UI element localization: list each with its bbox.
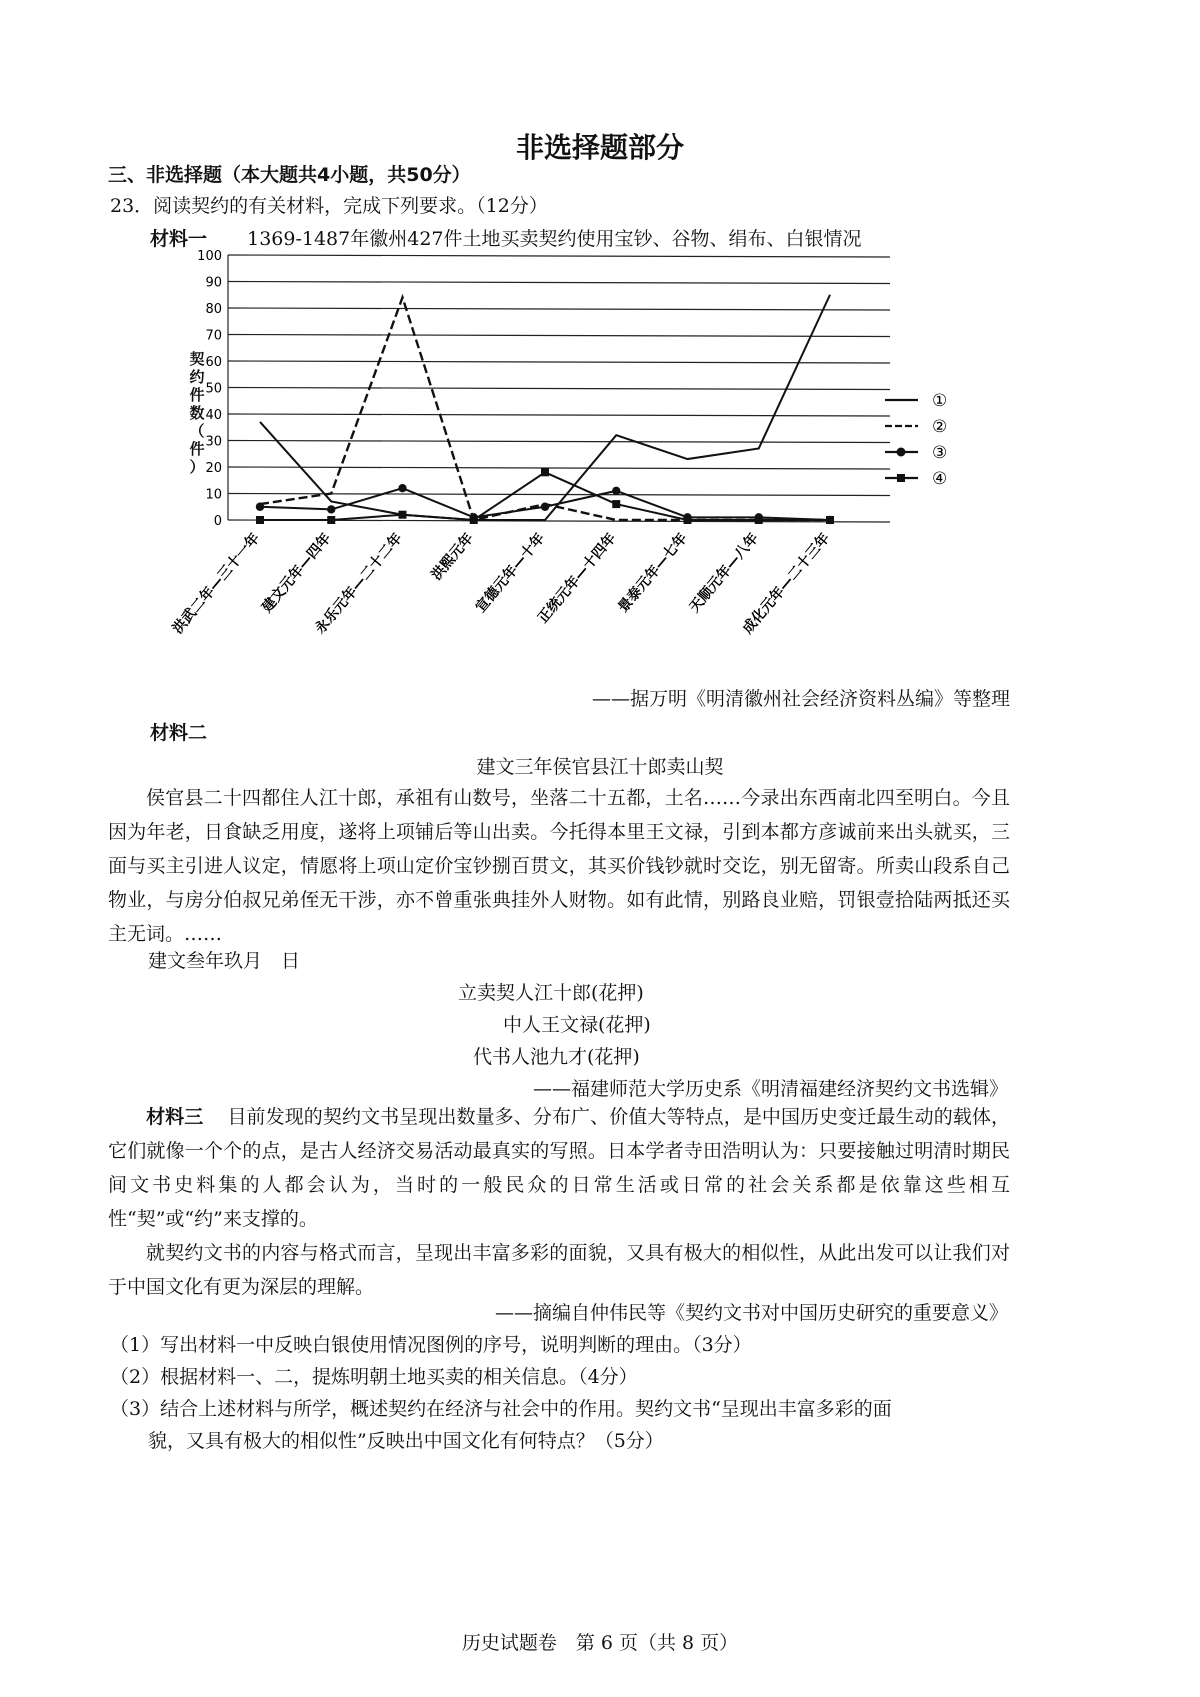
line-chart <box>169 240 980 670</box>
series-line-1 <box>260 295 830 520</box>
y-tick-label: 70 <box>205 328 222 344</box>
material2-source: ——福建师范大学历史系《明清福建经济契约文书选辑》 <box>532 1078 1008 1100</box>
subquestion-1: （1）写出材料一中反映白银使用情况图例的序号，说明判断的理由。（3分） <box>110 1334 752 1356</box>
material3-paragraph2: 就契约文书的内容与格式而言，呈现出丰富多彩的面貌，又具有极大的相似性，从此出发可以让我们对于中国文化有更为深层的理解。 <box>108 1242 1010 1298</box>
gridline <box>228 467 890 469</box>
data-point <box>612 487 620 495</box>
middleman-signature: 中人王文禄(花押) <box>503 1014 651 1036</box>
series-line-2 <box>260 297 830 520</box>
data-point <box>826 516 834 524</box>
y-axis-label: 契 约 件 数 （ 件 ） <box>189 350 205 476</box>
scribe-signature: 代书人池九才(花押) <box>473 1046 640 1068</box>
contract-body: 侯官县二十四都住人江十郎，承祖有山数号，坐落二十五都，土名……今录出东西南北四至明白。今且因为年老，日食缺乏用度，遂将上项铺后等山出卖。今托得本里王文禄，引到本都方彦诚前来出头就买，三面与买主引进人议定，情愿将上项山定价宝钞捌百贯文，其买价钱钞就时交讫，别无留寄。所卖山段系自己物业，与房分伯叔兄弟侄无干涉，亦不曾重张典挂外人财物。如有此情，别路良业赔，罚银壹拾陆两抵还买主无词。…… <box>108 787 1010 945</box>
series-line-4 <box>260 472 830 520</box>
section-heading: 三、非选择题（本大题共4小题，共50分） <box>108 164 471 186</box>
question-23: 23．阅读契约的有关材料，完成下列要求。（12分） <box>110 195 548 217</box>
material2-label: 材料二 <box>150 722 208 744</box>
gridline <box>228 255 890 257</box>
contract-title: 建文三年侯官县江十郎卖山契 <box>476 756 724 778</box>
x-tick-label: 景泰元年—七年 <box>615 530 691 616</box>
gridline <box>228 282 890 284</box>
material3-label: 材料三 <box>146 1106 204 1128</box>
material1-source: ——据万明《明清徽州社会经济资料丛编》等整理 <box>591 688 1010 710</box>
legend-marker <box>897 474 905 482</box>
material1-label: 材料一 <box>150 228 208 250</box>
data-point <box>755 516 763 524</box>
x-tick-label: 洪武二年—三十一年 <box>169 530 264 638</box>
data-point <box>541 503 549 511</box>
y-tick-label: 10 <box>205 487 222 503</box>
gridline <box>228 388 890 390</box>
x-tick-label: 永乐元年—二十二年 <box>312 530 406 638</box>
y-tick-label: 20 <box>205 461 222 476</box>
subquestion-3b: 貌，又具有极大的相似性”反映出中国文化有何特点？（5分） <box>148 1430 664 1452</box>
data-point <box>327 505 335 513</box>
subquestion-3a: （3）结合上述材料与所学，概述契约在经济与社会中的作用。契约文书“呈现出丰富多彩的面 <box>110 1398 892 1420</box>
chart-container <box>169 240 980 670</box>
gridline <box>228 335 890 337</box>
y-tick-label: 0 <box>213 514 222 529</box>
y-tick-label: 30 <box>205 434 222 450</box>
data-point <box>256 516 264 524</box>
y-tick-label: 100 <box>197 249 222 264</box>
x-tick-label: 建文元年—四年 <box>259 530 335 616</box>
gridline <box>228 441 890 443</box>
y-tick-label: 90 <box>205 275 222 291</box>
material3-text1: 目前发现的契约文书呈现出数量多、分布广、价值大等特点，是中国历史变迁最生动的载体，它们就像一个个的点，是古人经济交易活动最真实的写照。日本学者寺田浩明认为：只要接触过明清时期民间文书史料集的人都会认为，当时的一般民众的日常生活或日常的社会关系都是依靠这些相互性“契”或“约”来支撑的。 <box>108 1106 1010 1230</box>
x-tick-label: 洪熙元年 <box>428 530 477 584</box>
y-tick-label: 80 <box>205 302 222 317</box>
y-tick-label: 50 <box>205 381 222 397</box>
gridline <box>228 308 890 310</box>
data-point <box>327 516 335 524</box>
seller-signature: 立卖契人江十郎(花押) <box>458 982 644 1004</box>
x-tick-label: 天顺元年—八年 <box>686 530 762 616</box>
material3-source: ——摘编自仲伟民等《契约文书对中国历史研究的重要意义》 <box>494 1302 1008 1324</box>
subquestion-2: （2）根据材料一、二，提炼明朝土地买卖的相关信息。（4分） <box>110 1366 638 1388</box>
data-point <box>541 468 549 476</box>
chart-caption: 1369-1487年徽州427件土地买卖契约使用宝钞、谷物、绢布、白银情况 <box>247 228 862 250</box>
data-point <box>470 516 478 524</box>
y-tick-label: 40 <box>205 408 222 423</box>
data-point <box>256 503 264 511</box>
data-point <box>612 500 620 508</box>
legend-marker <box>897 448 906 457</box>
data-point <box>684 516 692 524</box>
legend-label: ② <box>932 417 948 437</box>
x-tick-label: 正统元年—十四年 <box>535 530 620 627</box>
x-tick-label: 成化元年—二十三年 <box>739 530 834 638</box>
gridline <box>228 414 890 416</box>
legend-label: ① <box>932 391 948 411</box>
page-footer: 历史试题卷 第 6 页（共 8 页） <box>461 1632 739 1654</box>
x-tick-label: 宣德元年—十年 <box>472 530 549 616</box>
data-point <box>399 511 407 519</box>
contract-date: 建文叁年玖月 日 <box>148 950 301 972</box>
page-title: 非选择题部分 <box>515 131 684 164</box>
legend-label: ③ <box>932 443 948 463</box>
legend-label: ④ <box>932 469 948 489</box>
data-point <box>398 484 406 492</box>
y-tick-label: 60 <box>205 355 222 370</box>
material3-paragraph1 <box>108 1100 1010 1236</box>
gridline <box>228 361 890 363</box>
